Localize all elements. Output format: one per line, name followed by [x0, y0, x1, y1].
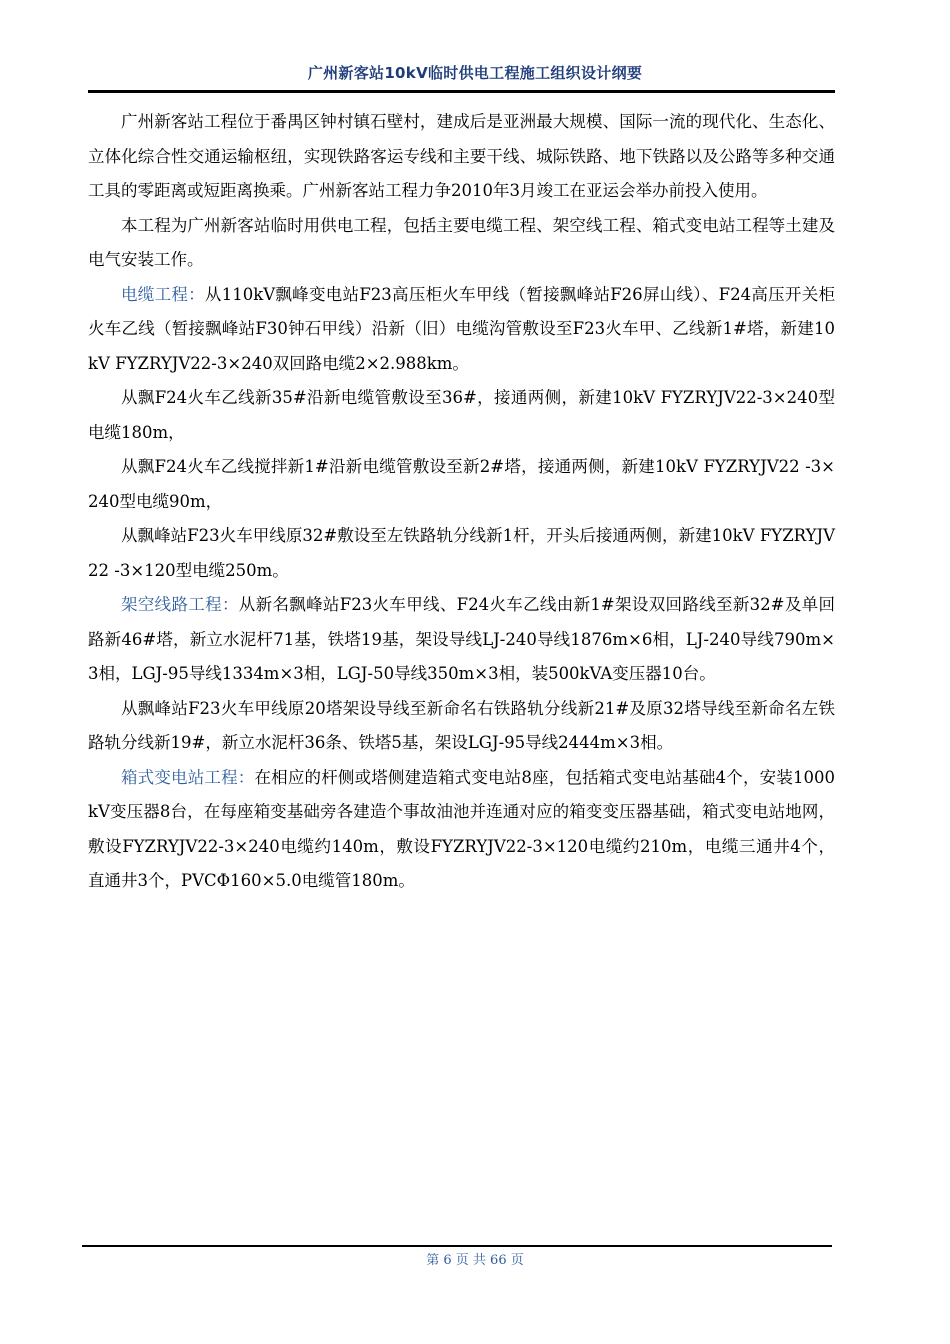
paragraph-project-overview: 广州新客站工程位于番禺区钟村镇石壁村，建成后是亚洲最大规模、国际一流的现代化、生态化、立体化综合性交通运输枢纽，实现铁路客运专线和主要干线、城际铁路、地下铁路以及公路等多种交通工具的零距离或短距离换乘。广州新客站工程力争2010年3月竣工在亚运会举办前投入使用。	[88, 112, 835, 200]
box-substation-works-text: 在相应的杆侧或塔侧建造箱式变电站8座，包括箱式变电站基础4个，安装1000kV变压器8台，在每座箱变基础旁各建造个事故油池并连通对应的箱变变压器基础，箱式变电站地网，敷设FYZRYJV22-3×240电缆约140m，敷设FYZRYJV22-3×120电缆约210m，电缆三通井4个，直通井3个，PVCΦ160×5.0电缆管180m。	[88, 767, 835, 890]
paragraph-project-scope: 本工程为广州新客站临时用供电工程，包括主要电缆工程、架空线工程、箱式变电站工程等土建及电气安装工作。	[88, 215, 835, 269]
paragraph-overhead-line-works	[88, 588, 835, 692]
overhead-line-works-text: 从新名飘峰站F23火车甲线、F24火车乙线由新1#架设双回路线至新32#及单回路新46#塔，新立水泥杆71基，铁塔19基，架设导线LJ-240导线1876m×6相，LJ-240导线790m×3相，LGJ-95导线1334m×3相，LGJ-50导线350m×3相，装500kVA变压器10台。	[88, 595, 835, 683]
page-header-title: 广州新客站10kV临时供电工程施工组织设计纲要	[307, 64, 643, 82]
page-number: 第 6 页 共 66 页	[426, 1253, 524, 1268]
cable-works-label: 电缆工程：	[121, 284, 205, 304]
cable-works-text: 从110kV飘峰变电站F23高压柜火车甲线（暂接飘峰站F26屏山线）、F24高压开关柜火车乙线（暂接飘峰站F30钟石甲线）沿新（旧）电缆沟管敷设至F23火车甲、乙线新1#塔，新建10kV FYZRYJV22-3×240双回路电缆2×2.988km。	[88, 284, 835, 373]
footer-divider	[82, 1245, 832, 1247]
paragraph-overhead-f23-20: 从飘峰站F23火车甲线原20塔架设导线至新命名右铁路轨分线新21#及原32塔导线至新命名左铁路轨分线新19#，新立水泥杆36条、铁塔5基，架设LGJ-95导线2444m×3相。	[88, 698, 835, 752]
paragraph-cable-works	[88, 278, 835, 382]
paragraph-cable-f23-32: 从飘峰站F23火车甲线原32#敷设至左铁路轨分线新1杆，开头后接通两侧，新建10kV FYZRYJV22 -3×120型电缆250m。	[88, 526, 835, 580]
header-divider	[88, 90, 835, 93]
paragraph-box-substation-works	[88, 761, 835, 899]
document-body	[88, 105, 835, 899]
box-substation-works-label: 箱式变电站工程：	[121, 767, 255, 787]
overhead-line-works-label: 架空线路工程：	[121, 595, 239, 614]
paragraph-cable-f24-1: 从飘F24火车乙线搅拌新1#沿新电缆管敷设至新2#塔，接通两侧，新建10kV FYZRYJV22 -3×240型电缆90m，	[88, 457, 835, 511]
paragraph-cable-f24-35: 从飘F24火车乙线新35#沿新电缆管敷设至36#，接通两侧，新建10kV FYZRYJV22-3×240型电缆180m，	[88, 388, 835, 442]
